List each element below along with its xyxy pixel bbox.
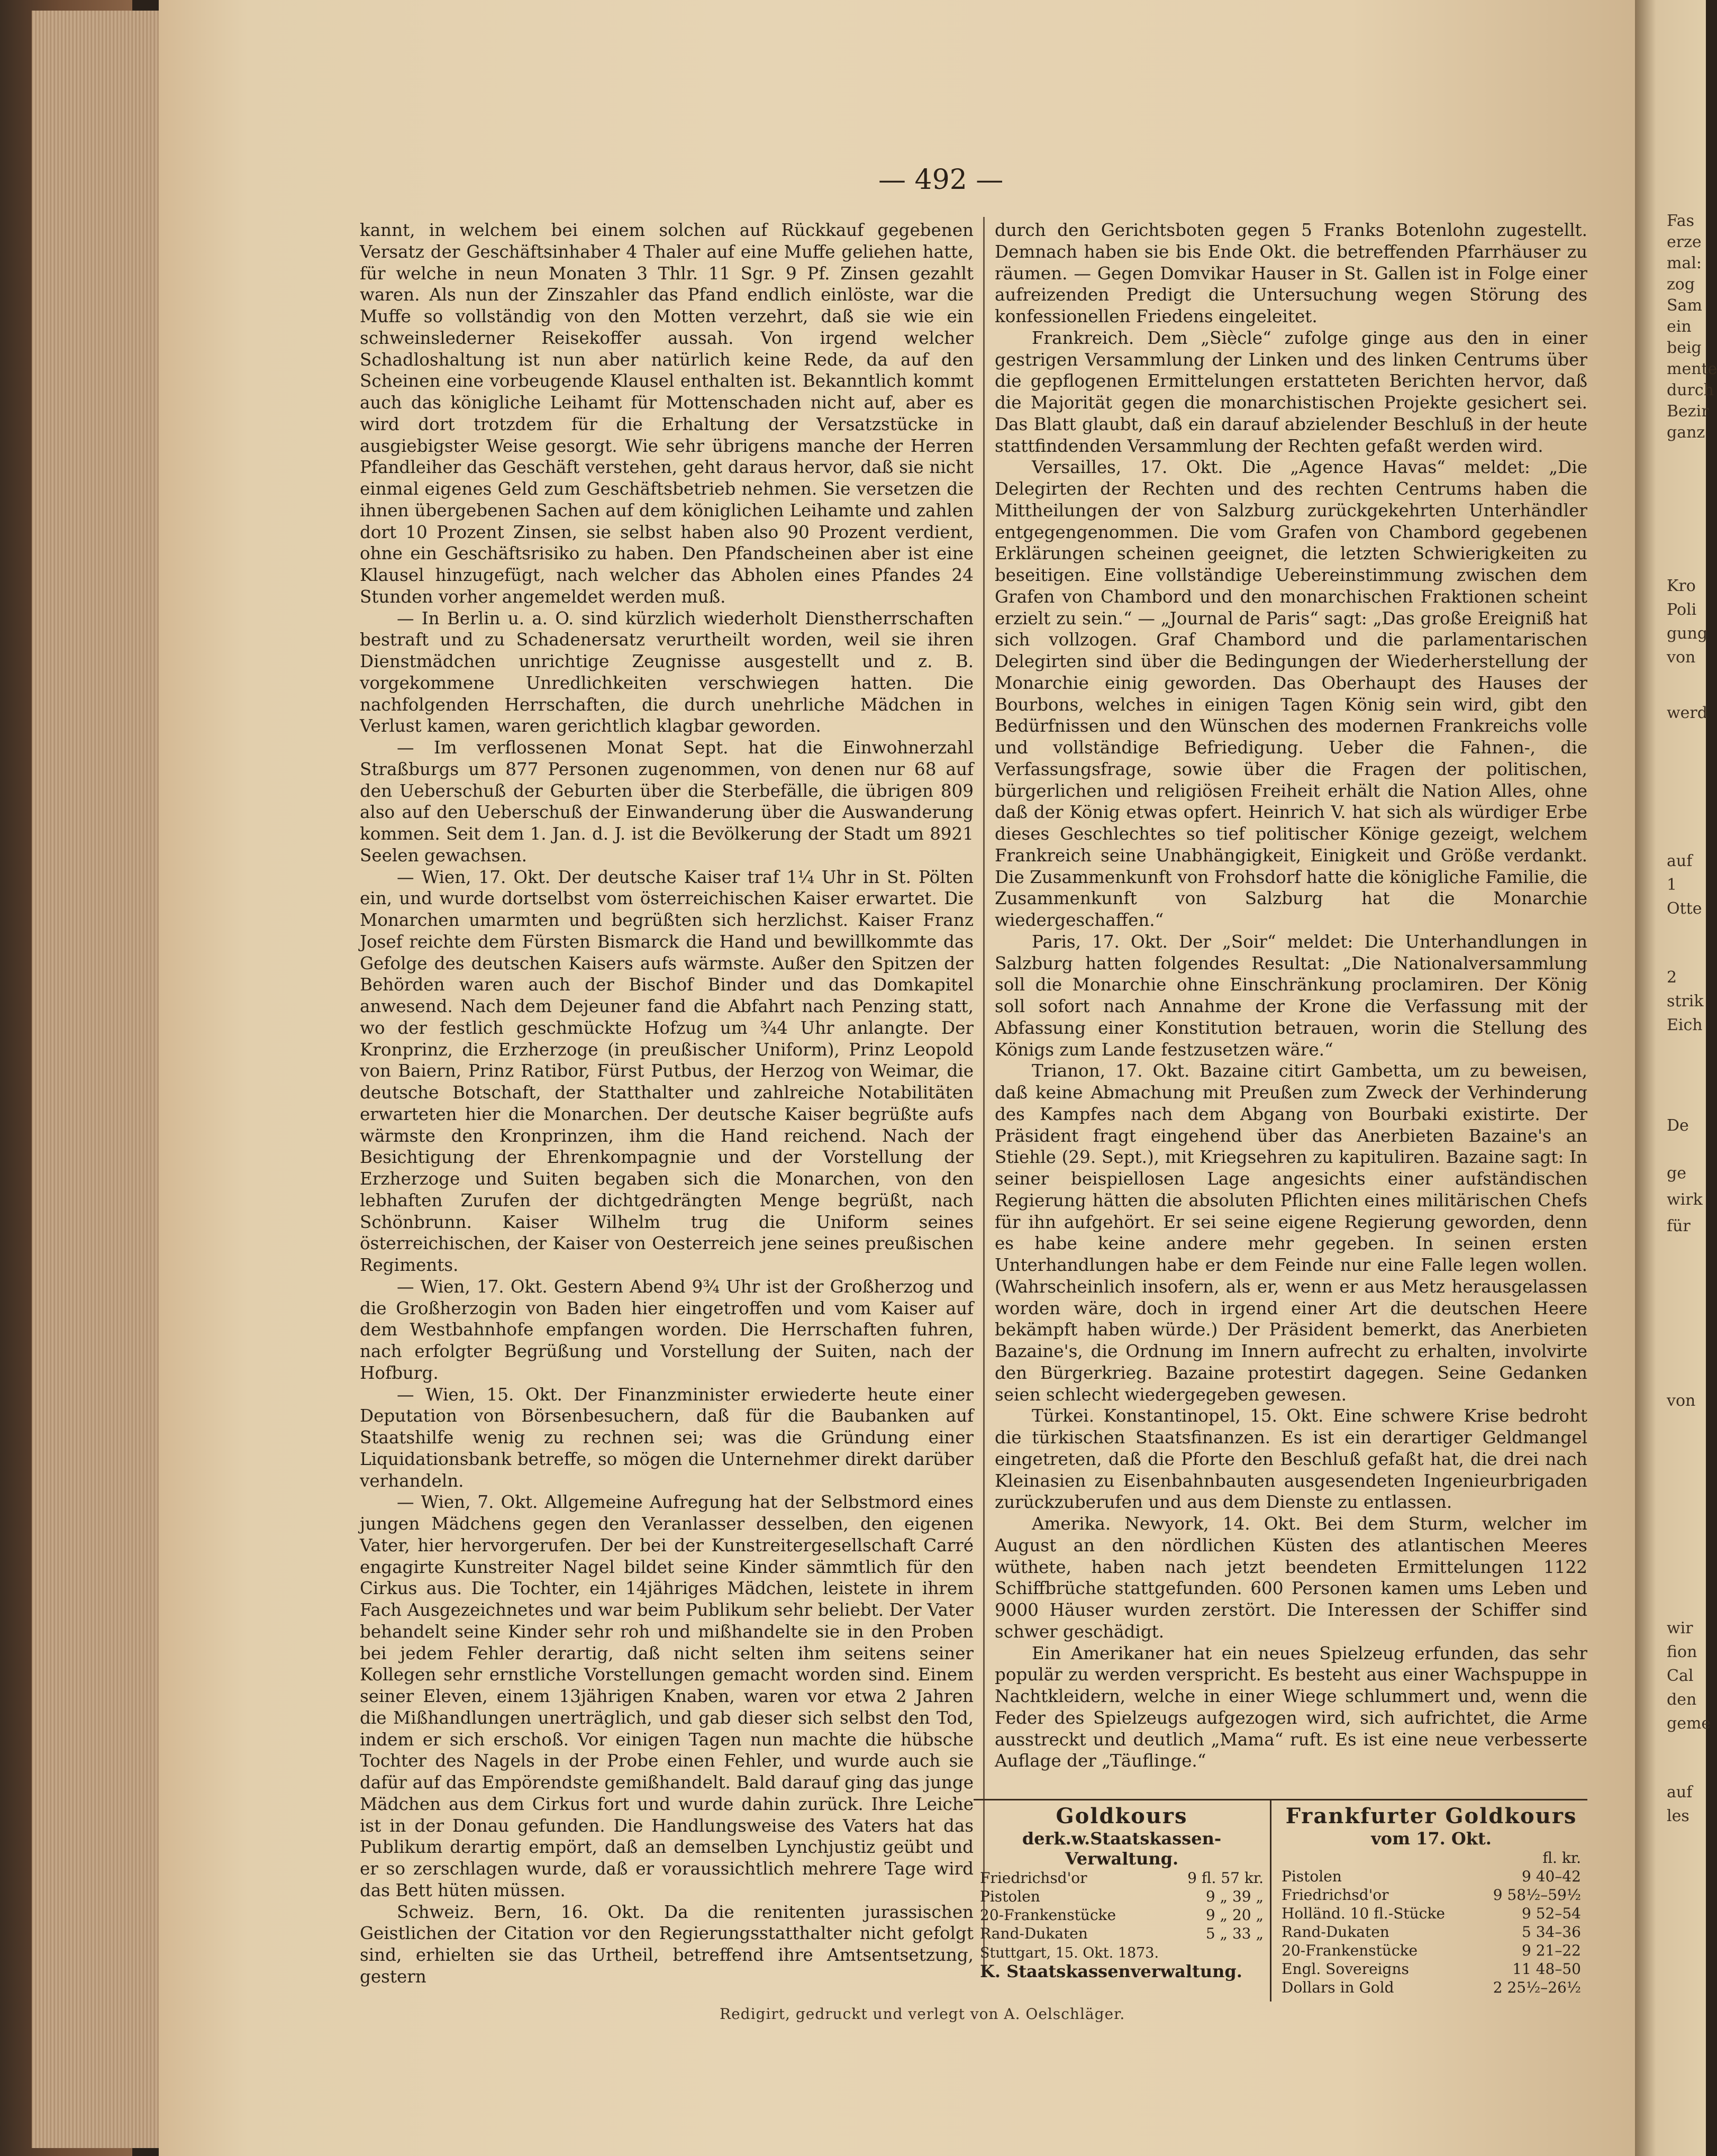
article-paragraph: Trianon, 17. Okt. Bazaine citirt Gambetta, um zu beweisen, daß keine Abmachung mit Preußen zum Zweck der Verhinderung des Kampfes nach dem Abgang von Bourbaki existirte. Der Präsident fragt eingehend über das Anerbieten Bazaine's an Stiehle (29. Sept.), mit Kriegsehren zu kapituliren. Bazaine sagt: In seiner beispiellosen Lage angesichts einer aufständischen Regierung hätten die absoluten Pflichten eines militärischen Chefs für ihn aufgehört. Er sei seine eigene Regierung geworden, denn es habe keine andere mehr gegeben. In seinen ersten Unterhandlungen habe er dem Feinde nur eine Falle legen wollen. (Wahrscheinlich insofern, als er, wenn er aus Metz herausgelassen worden wäre, doch in irgend einer Art die deutschen Heere bekämpft haben würde.) Der Präsident bemerkt, das Anerbieten Bazaine's, die Ordnung im Innern aufrecht zu erhalten, involvirte den Bürgerkrieg. Bazaine protestirt dagegen. Seine Gedanken seien schlecht wiedergegeben gewesen. [995,1061,1587,1405]
next-page-fragment: ge [1667,1164,1686,1182]
next-page-fragment: beig [1667,339,1702,357]
article-paragraph: — Wien, 15. Okt. Der Finanzminister erwiederte heute einer Deputation von Börsenbesuchern, daß für die Baubanken auf Staatshilfe wenig zu rechnen sei; was die Gründung einer Liquidationsbank betreffe, so mögen die Unternehmer direkt darüber verhandeln. [360,1384,974,1491]
article-paragraph: kannt, in welchem bei einem solchen auf Rückkauf gegebenen Versatz der Geschäftsinhaber 4 Thaler auf eine Muffe geliehen hatte, für welche in neun Monaten 3 Thlr. 11 Sgr. 9 Pf. Zinsen gezahlt waren. Als nun der Zinszahler das Pfand endlich einlöste, war die Muffe so vollständig von den Motten verzehrt, daß sie wie ein schweinslederner Reisekoffer aussah. Von irgend welcher Schadloshaltung ist nun aber natürlich keine Rede, da auf den Scheinen eine vorbeugende Klausel enthalten ist. Bekanntlich kommt auch das königliche Leihamt für Mottenschaden nicht auf, aber es wird dort trotzdem für die Erhaltung der Versatzstücke in ausgiebigster Weise gesorgt. Wie sehr übrigens manche der Herren Pfandleiher das Geschäft verstehen, geht daraus hervor, daß sie nicht einmal eigenes Geld zum Geschäftsbetrieb nehmen. Sie versetzen die ihnen übergebenen Sachen auf dem königlichen Leihamte und zahlen dort 10 Prozent Zinsen, sie selbst haben also 90 Prozent verdient, ohne ein Geschäftsrisiko zu haben. Den Pfandscheinen aber ist eine Klausel hinzugefügt, nach welcher das Abholen eines Pfandes 24 Stunden vorher angemeldet werden muß. [360,220,974,607]
coin-name: Pistolen [1282,1868,1342,1885]
imprint: Redigirt, gedruckt und verlegt von A. Oelschläger. [720,2005,1125,2023]
rate-row [974,1887,1270,1906]
next-page-fragment: erze [1667,233,1702,251]
column-divider [983,217,985,1973]
next-page-fragment: Otte [1667,899,1702,918]
next-page-fragment: les [1667,1807,1689,1825]
next-page-fragment: ein [1667,317,1692,336]
next-page-edge [1635,0,1717,2156]
coin-rate: 5 „ 33 „ [1205,1925,1264,1942]
article-paragraph: Schweiz. Bern, 16. Okt. Da die renitenten jurassischen Geistlichen der Citation vor den Regierungsstatthalter nicht gefolgt sind, erhielten sie das Urtheil, betreffend ihre Amtsentsetzung, gestern [360,1902,974,1987]
coin-rate: 9 40–42 [1522,1868,1581,1885]
next-page-fragment: für [1667,1217,1691,1235]
coin-name: Rand-Dukaten [1282,1923,1389,1941]
coin-rate: 9 52–54 [1522,1905,1581,1922]
next-page-fragment: auf [1667,852,1693,870]
coin-name: Holländ. 10 fl.-Stücke [1282,1905,1445,1922]
next-page-fragment: auf [1667,1783,1693,1802]
page-number: — 492 — [878,164,1004,196]
coin-rate: 11 48–50 [1512,1960,1581,1978]
coin-name: Rand-Dukaten [980,1925,1088,1942]
next-page-fragment: wirk [1667,1190,1703,1209]
coin-rate: 5 34–36 [1522,1923,1581,1941]
rate-row [1275,1923,1587,1941]
rate-row [974,1924,1270,1943]
coin-rate: 9 21–22 [1522,1942,1581,1959]
next-page-fragment: strik [1667,992,1704,1011]
next-page-fragment: Cal [1667,1667,1694,1685]
goldkurs-stuttgart [974,1800,1271,2002]
coin-rate: 9 „ 39 „ [1205,1888,1264,1905]
coin-name: 20-Frankenstücke [980,1906,1116,1924]
next-page-fragment: wir [1667,1619,1693,1638]
coin-name: Friedrichsd'or [1282,1886,1389,1904]
frankfurt-units: fl. kr. [1542,1849,1581,1867]
next-page-fragment: Eich [1667,1016,1703,1034]
next-page-fragment: Fas [1667,212,1695,230]
frankfurt-subtitle: vom 17. Okt. [1371,1828,1492,1849]
next-page-fragment: fion [1667,1643,1697,1661]
coin-name: 20-Frankenstücke [1282,1942,1418,1959]
article-paragraph: Amerika. Newyork, 14. Okt. Bei dem Sturm, welcher im August an den nördlichen Küsten des atlantischen Meeres wüthete, haben nach jetzt beendeten Ermittelungen 1122 Schiffbrüche stattgefunden. 600 Personen kamen ums Leben und 9000 Häuser wurden zerstört. Die Interessen der Schiffer sind schwer geschädigt. [995,1514,1587,1642]
article-paragraph: Frankreich. Dem „Siècle“ zufolge ginge aus den in einer gestrigen Versammlung der Linken und des linken Centrums über die gepflogenen Ermittelungen erstatteten Berichten hervor, daß die Majorität gegen die monarchistischen Projekte gesichert sei. Das Blatt glaubt, daß ein darauf abzielender Beschluß in der heute stattfindenden Versammlung der Rechten gefaßt werden wird. [995,328,1587,456]
gold-rates-section [974,1799,1587,2002]
goldkurs-frankfurt [1275,1800,1587,2002]
next-page-fragment: geme [1667,1714,1711,1733]
goldkurs-rows [974,1869,1270,1943]
rate-row [1275,1867,1587,1886]
rate-row [1275,1886,1587,1904]
right-column [995,220,1587,1772]
goldkurs-title: Goldkours [1056,1804,1188,1828]
coin-name: Pistolen [980,1888,1040,1905]
article-paragraph: Paris, 17. Okt. Der „Soir“ meldet: Die Unterhandlungen in Salzburg hatten folgendes Resultat: „Die Nationalversammlung soll die Monarchie ohne Einschränkung proclamiren. Der König soll sofort nach Annahme der Krone die Verfassung mit der Abfassung einer Konstitution betrauen, worin die Stellung des Königs zum Lande festzusetzen wäre.“ [995,931,1587,1060]
next-page-fragment: Bezir [1667,402,1709,421]
rate-row [1275,1960,1587,1978]
article-paragraph: Ein Amerikaner hat ein neues Spielzeug erfunden, das sehr populär zu werden verspricht. Es besteht aus einer Wachspuppe in Nachtkleidern, welche in einer Wiege schlummert und, wenn die Feder des Spielzeugs aufgezogen wird, sich aufrichtet, die Arme ausstreckt und deutlich „Mama“ ruft. Es ist eine neue verbesserte Auflage der „Täuflinge.“ [995,1643,1587,1771]
goldkurs-signature: K. Staatskassenverwaltung. [980,1961,1242,1981]
coin-name: Friedrichsd'or [980,1869,1087,1887]
goldkurs-place-date: Stuttgart, 15. Okt. 1873. [980,1945,1159,1961]
next-page-fragment: mal: [1667,254,1702,272]
next-page-fragment: werd [1667,704,1707,722]
rate-row [1275,1941,1587,1960]
coin-rate: 9 fl. 57 kr. [1187,1869,1264,1887]
rate-row [974,1869,1270,1887]
article-paragraph: Türkei. Konstantinopel, 15. Okt. Eine schwere Krise bedroht die türkischen Staatsfinanzen. Es ist ein derartiger Geldmangel eingetreten, daß die Pforte den Beschluß gefaßt hat, die drei nach Kleinasien zu Eisenbahnbauten ausgesendeten Ingenieurbrigaden zurückzuberufen und aus dem Dienste zu entlassen. [995,1406,1587,1513]
article-paragraph: — Im verflossenen Monat Sept. hat die Einwohnerzahl Straßburgs um 877 Personen zugenommen, von denen nur 68 auf den Ueberschuß der Geburten über die Sterbefälle, die übrigen 809 also auf den Ueberschuß der Einwanderung über die Auswanderung kommen. Seit dem 1. Jan. d. J. ist die Bevölkerung der Stadt um 8921 Seelen gewachsen. [360,738,974,866]
frankfurt-title: Frankfurter Goldkours [1285,1804,1577,1828]
rate-row [1275,1904,1587,1923]
next-page-fragment: 2 [1667,968,1677,987]
next-page-fragment: Sam [1667,296,1702,315]
coin-name: Dollars in Gold [1282,1979,1394,1996]
next-page-fragment: Kro [1667,577,1696,595]
coin-name: Engl. Sovereigns [1282,1960,1409,1978]
coin-rate: 9 58½–59½ [1493,1886,1581,1904]
next-page-fragment: ganz [1667,423,1705,442]
article-paragraph: — Wien, 17. Okt. Der deutsche Kaiser traf 1¼ Uhr in St. Pölten ein, und wurde dortselbst vom österreichischen Kaiser erwartet. Die Monarchen umarmten und begrüßten sich herzlichst. Kaiser Franz Josef reichte dem Fürsten Bismarck die Hand und bewillkommte das Gefolge des deutschen Kaisers aufs wärmste. Außer den Spitzen der Behörden waren auch der Bischof Binder und das Domkapitel anwesend. Nach dem Dejeuner fand die Abfahrt nach Penzing statt, wo der festlich geschmückte Hofzug um ¾4 Uhr anlangte. Der Kronprinz, die Erzherzoge (in preußischer Uniform), Prinz Leopold von Baiern, Prinz Ratibor, Fürst Putbus, der Herzog von Weimar, die deutsche Botschaft, der Statthalter und zahlreiche Notabilitäten erwarteten hier die Monarchen. Der deutsche Kaiser begrüßte aufs wärmste den Kronprinzen, ihm die Hand reichend. Nach der Besichtigung der Ehrenkompagnie und der Vorstellung der Erzherzoge und Suiten begaben sich die Monarchen, von den lebhaften Zurufen der dichtgedrängten Menge begrüßt, nach Schönbrunn. Kaiser Wilhelm trug die Uniform seines österreichischen, der Kaiser von Oesterreich jene seines preußischen Regiments. [360,867,974,1275]
rate-row [1275,1978,1587,1997]
coin-rate: 9 „ 20 „ [1205,1906,1264,1924]
article-paragraph: Versailles, 17. Okt. Die „Agence Havas“ meldet: „Die Delegirten der Rechten und des rechten Centrums haben die Mittheilungen der von Salzburg zurückgekehrten Unterhändler entgegengenommen. Die vom Grafen von Chambord gegebenen Erklärungen scheinen geeignet, die letzten Schwierigkeiten zu beseitigen. Eine vollständige Uebereinstimmung zwischen dem Grafen von Chambord und den monarchischen Fraktionen scheint erzielt zu sein.“ — „Journal de Paris“ sagt: „Das große Ereigniß hat sich vollzogen. Graf Chambord und die parlamentarischen Delegirten sind über die Bedingungen der Wiederherstellung der Monarchie einig geworden. Das Oberhaupt des Hauses der Bourbons, welches in einigen Tagen König sein wird, gibt den Bedürfnissen und den Wünschen des modernen Frankreichs volle und vollständige Befriedigung. Ueber die Fahnen-, die Verfassungsfrage, sowie über die Fragen der politischen, bürgerlichen und religiösen Freiheit erhält die Nation Alles, ohne daß der König etwas opfert. Heinrich V. hat sich als würdiger Erbe dieses Geschlechtes so tief politischer Könige gezeigt, welchem Frankreich seine Unabhängigkeit, Einigkeit und Größe verdankt. Die Zusammenkunft von Frohsdorf hatte die königliche Familie, die Zusammenkunft von Salzburg hat die Monarchie wiedergeschaffen.“ [995,457,1587,930]
rate-row [974,1906,1270,1924]
article-paragraph: — Wien, 17. Okt. Gestern Abend 9¾ Uhr ist der Großherzog und die Großherzogin von Baden hier eingetroffen und vom Kaiser auf dem Westbahnhofe empfangen worden. Die Herrschaften fuhren, nach erfolgter Begrüßung und Vorstellung der Suiten, nach der Hofburg. [360,1276,974,1383]
article-paragraph: durch den Gerichtsboten gegen 5 Franks Botenlohn zugestellt. Demnach haben sie bis Ende Okt. die betreffenden Pfarrhäuser zu räumen. — Gegen Domvikar Hauser in St. Gallen ist in Folge einer aufreizenden Predigt die Untersuchung wegen Störung des konfessionellen Friedens eingeleitet. [995,220,1587,326]
next-page-fragment: De [1667,1116,1689,1135]
left-column [360,220,974,1988]
next-page-fragment: 1 [1667,876,1677,894]
coin-rate: 2 25½–26½ [1493,1979,1581,1996]
next-page-fragment: von [1667,648,1696,667]
next-page-fragment: von [1667,1391,1696,1410]
next-page-fragment: den [1667,1690,1697,1709]
article-paragraph: — In Berlin u. a. O. sind kürzlich wiederholt Dienstherrschaften bestraft und zu Schadenersatz verurtheilt worden, weil sie ihren Dienstmädchen unrichtige Zeugnisse ausgestellt und z. B. vorgekommene Unredlichkeiten verschwiegen hatten. Die nachfolgenden Herrschaften, die durch unehrliche Mädchen in Verlust kamen, waren gerichtlich klagbar geworden. [360,608,974,736]
next-page-fragment: gung [1667,624,1708,643]
frankfurt-rows [1275,1867,1587,1997]
goldkurs-subtitle: derk.w.Staatskassen-Verwaltung. [1022,1828,1222,1869]
next-page-fragment: zog [1667,275,1695,294]
next-page-fragment: mente [1667,360,1717,378]
next-page-fragment: Poli [1667,601,1697,619]
article-paragraph: — Wien, 7. Okt. Allgemeine Aufregung hat der Selbstmord eines jungen Mädchens gegen den Veranlasser desselben, den eigenen Vater, hier hervorgerufen. Der bei der Kunstreitergesellschaft Carré engagirte Kunstreiter Nagel bildet seine Kinder sämmtlich für den Cirkus aus. Die Tochter, ein 14jähriges Mädchen, leistete in ihrem Fach Ausgezeichnetes und war beim Publikum sehr beliebt. Der Vater behandelt seine Kinder sehr roh und mißhandelte sie in den Proben bei jedem Fehler derartig, daß nicht selten ihm seitens seiner Kollegen sehr ernstliche Vorstellungen gemacht worden sind. Einem seiner Eleven, einem 13jährigen Knaben, waren vor etwa 2 Jahren die Mißhandlungen unerträglich, und gab dieser sich selbst den Tod, indem er sich erschoß. Vor einigen Tagen nun machte die hübsche Tochter des Nagels in der Probe einen Fehler, und wurde auch sie dafür auf das Empörendste gemißhandelt. Bald darauf ging das junge Mädchen aus dem Cirkus fort und wurde dahin zurück. Ihre Leiche ist in der Donau gefunden. Die Handlungsweise des Vaters hat das Publikum derartig empört, daß an demselben Lynchjustiz geübt und er so zerschlagen wurde, daß er voraussichtlich mehrere Tage wird das Bett hüten müssen. [360,1492,974,1900]
next-page-fragment: durch [1667,381,1714,399]
